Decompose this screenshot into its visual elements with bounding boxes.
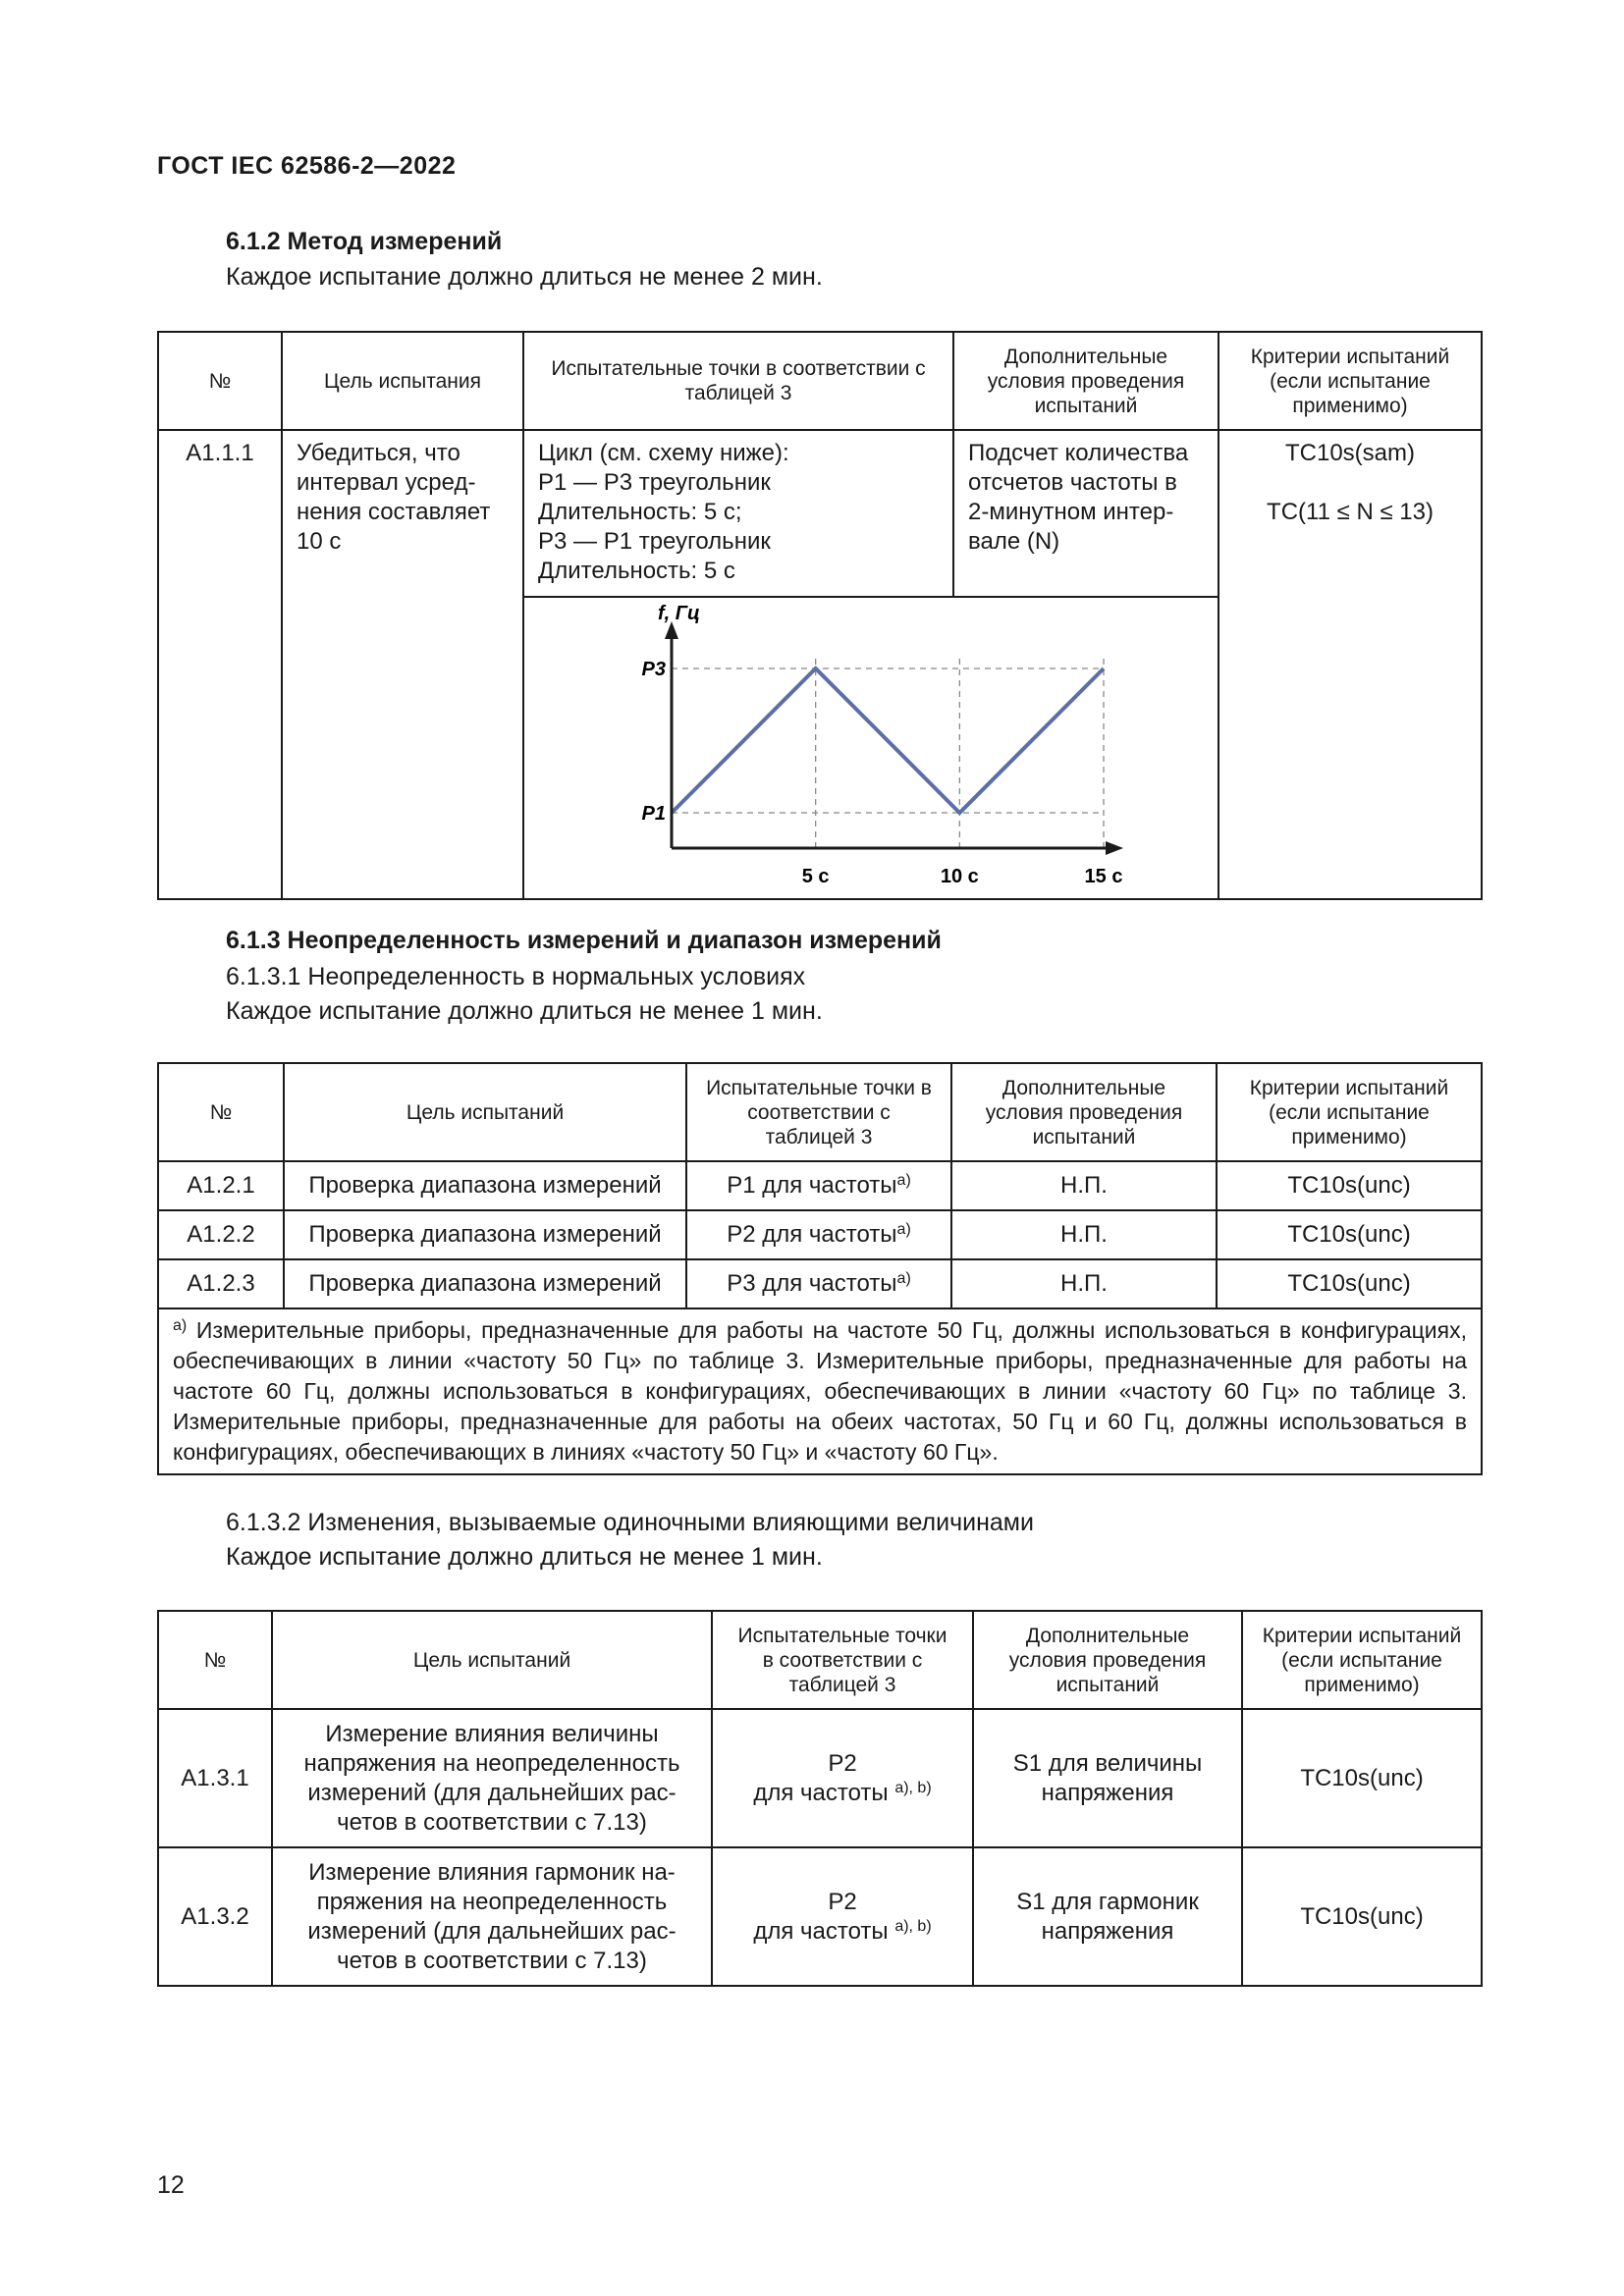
frequency-series-line <box>672 668 1104 813</box>
table1-cell-goal: Убедиться, что интервал усред- нения составляет 10 с <box>282 430 523 899</box>
row-points: P2 для частоты $^{a), b)}$ <box>712 1847 973 1986</box>
table1-chart-cell <box>523 597 1218 899</box>
table1-header-conditions: Дополнительные условия проведения испытаний <box>953 332 1218 430</box>
row-conditions: Н.П. <box>951 1259 1217 1308</box>
row-number: А1.2.2 <box>158 1210 284 1259</box>
table-uncertainty <box>157 1062 1483 1475</box>
row-number: А1.3.2 <box>158 1847 272 1986</box>
x-tick-label-2: 15 с <box>1084 866 1123 887</box>
row-points: P2 для частоты$^{a)}$ <box>686 1210 951 1259</box>
row-conditions: S1 для гармоник напряжения <box>973 1847 1242 1986</box>
page-number: 12 <box>157 2171 185 2199</box>
chart-y-label: f, Гц <box>658 603 700 624</box>
section-6-1-3-title: 6.1.3 Неопределенность измерений и диапазон измерений <box>226 927 942 954</box>
table2-header-goal: Цель испытаний <box>284 1063 686 1161</box>
row-goal: Проверка диапазона измерений <box>284 1210 686 1259</box>
row-goal: Проверка диапазона измерений <box>284 1161 686 1210</box>
table3-header-conditions: Дополнительные условия проведения испытаний <box>973 1611 1242 1709</box>
row-goal: Проверка диапазона измерений <box>284 1259 686 1308</box>
table-row <box>158 1847 1482 1986</box>
table1-cell-no: А1.1.1 <box>158 430 282 899</box>
row-criteria: TC10s(unc) <box>1217 1210 1482 1259</box>
section-6-1-3-2-title: 6.1.3.2 Изменения, вызываемые одиночными влияющими величинами <box>226 1509 1034 1536</box>
x-tick-label-1: 10 с <box>940 866 979 887</box>
table-row <box>158 1210 1482 1259</box>
frequency-triangle-chart <box>524 598 1218 893</box>
section-6-1-2-text: Каждое испытание должно длиться не менее 2 мин. <box>226 263 823 291</box>
row-criteria: TC10s(unc) <box>1242 1709 1482 1847</box>
row-conditions: Н.П. <box>951 1161 1217 1210</box>
table-method <box>157 331 1483 900</box>
row-criteria: TC10s(unc) <box>1217 1259 1482 1308</box>
table2-header-no: № <box>158 1063 284 1161</box>
table2-footnote: $^{a)}$ Измерительные приборы, предназначенные для работы на частоте 50 Гц, должны использоваться в конфигурациях, обеспечивающих в линии «частоту 50 Гц» по таблице 3. Измерительные приборы, предназначенные для работы на частоте 60 Гц, должны использоваться в конфигурациях, обеспечивающих в линии «частоту 60 Гц» по таблице 3. Измерительные приборы, предназначенные для работы на обеих частотах, 50 Гц и 60 Гц, должны использоваться в конфигурациях, обеспечивающих в линиях «частоту 50 Гц» и «частоту 60 Гц». <box>158 1308 1482 1474</box>
table-row <box>158 1161 1482 1210</box>
table1-cell-criteria: TC10s(sam) TC(11 ≤ N ≤ 13) <box>1218 430 1482 899</box>
table2-header-criteria: Критерии испытаний (если испытание применимо) <box>1217 1063 1482 1161</box>
x-axis-arrow-icon <box>1106 841 1123 855</box>
table1-cell-conditions: Подсчет количества отсчетов частоты в 2-минутном интер- вале (N) <box>953 430 1218 597</box>
row-points: P1 для частоты$^{a)}$ <box>686 1161 951 1210</box>
row-goal: Измерение влияния величины напряжения на неопределенность измерений (для дальнейших рас- четов в соответствии с 7.13) <box>272 1709 712 1847</box>
row-conditions: Н.П. <box>951 1210 1217 1259</box>
row-number: А1.3.1 <box>158 1709 272 1847</box>
table2-header-conditions: Дополнительные условия проведения испытаний <box>951 1063 1217 1161</box>
document-header: ГОСТ IEC 62586-2—2022 <box>157 152 457 180</box>
table-influence <box>157 1610 1483 1987</box>
row-points: P3 для частоты$^{a)}$ <box>686 1259 951 1308</box>
table3-header-goal: Цель испытаний <box>272 1611 712 1709</box>
table1-header-goal: Цель испытания <box>282 332 523 430</box>
section-6-1-2-title: 6.1.2 Метод измерений <box>226 228 503 255</box>
section-6-1-3-2-text: Каждое испытание должно длиться не менее 1 мин. <box>226 1543 823 1571</box>
row-conditions: S1 для величины напряжения <box>973 1709 1242 1847</box>
section-6-1-3-1-title: 6.1.3.1 Неопределенность в нормальных условиях <box>226 963 806 990</box>
table3-header-points: Испытательные точки в соответствии с таблицей 3 <box>712 1611 973 1709</box>
row-number: А1.2.1 <box>158 1161 284 1210</box>
table1-header-points: Испытательные точки в соответствии с таблицей 3 <box>523 332 953 430</box>
row-goal: Измерение влияния гармоник на- пряжения на неопределенность измерений (для дальнейших рас- четов в соответствии с 7.13) <box>272 1847 712 1986</box>
table1-cell-points: Цикл (см. схему ниже): P1 — P3 треугольник Длительность: 5 с; P3 — P1 треугольник Длительность: 5 с <box>523 430 953 597</box>
table3-header-criteria: Критерии испытаний (если испытание применимо) <box>1242 1611 1482 1709</box>
row-criteria: TC10s(unc) <box>1242 1847 1482 1986</box>
table-row <box>158 1259 1482 1308</box>
table3-header-no: № <box>158 1611 272 1709</box>
x-tick-label-0: 5 с <box>801 866 830 887</box>
row-criteria: TC10s(unc) <box>1217 1161 1482 1210</box>
y-tick-label-1: P3 <box>641 659 666 680</box>
y-tick-label-0: P1 <box>641 803 666 825</box>
row-points: P2 для частоты $^{a), b)}$ <box>712 1709 973 1847</box>
table-row <box>158 1709 1482 1847</box>
row-number: А1.2.3 <box>158 1259 284 1308</box>
table1-header-criteria: Критерии испытаний (если испытание применимо) <box>1218 332 1482 430</box>
table2-header-points: Испытательные точки в соответствии с таблицей 3 <box>686 1063 951 1161</box>
section-6-1-3-1-text: Каждое испытание должно длиться не менее 1 мин. <box>226 997 823 1025</box>
table1-header-no: № <box>158 332 282 430</box>
